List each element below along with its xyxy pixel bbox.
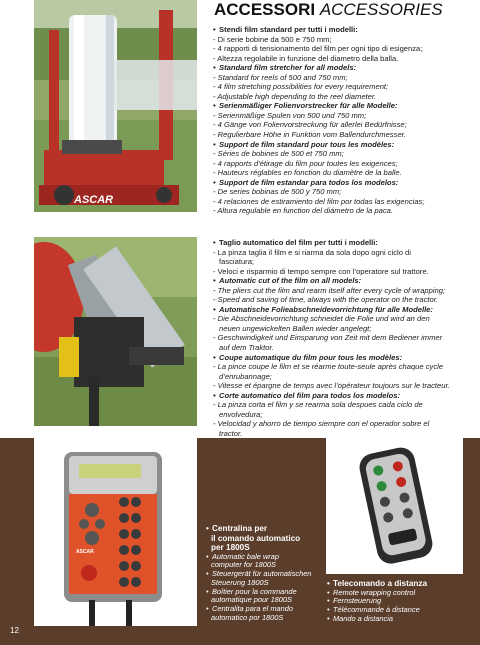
description-line-text: - Veloci e risparmio di tempo sempre con l’operatore sul trattore. (213, 266, 429, 276)
bullet-icon: • (327, 596, 330, 606)
description-line-text: Support de film standard pour tous les modèles: (219, 139, 395, 149)
bullet-icon: • (206, 586, 209, 596)
description-line (213, 295, 475, 305)
description-line-text: - Altura regulable en function del diámetro de la paca. (213, 206, 393, 216)
description-line (213, 362, 475, 372)
description-line-text: - Altezza regolabile in funzione del diametro della balla. (213, 53, 399, 63)
description-line-text: - Adjustable high depending to the reel diameter. (213, 91, 377, 101)
description-line-text: - 4 rapports d'étirage du film pour toutes les exigences; (213, 158, 398, 168)
title-bold: ACCESSORI (214, 0, 316, 19)
photo-remote-control (326, 438, 463, 574)
control-box-line-text: Steuergerät für automatischen (212, 569, 312, 579)
description-line (213, 257, 475, 267)
control-box-line-text: Boîtier pour la commande (212, 586, 297, 596)
description-line-text: - 4 relaciones de estiramiento del film por todas las exigencias; (213, 196, 425, 206)
control-box-line-text: automatique pour 1800S (211, 595, 292, 605)
description-line-text: - The pliers cut the film and rearm itself after every cycle of wrapping; (213, 285, 446, 295)
remote-line-text: Telecomando a distanza (333, 579, 428, 588)
bullet-icon: • (213, 390, 216, 400)
bullet-icon: • (213, 25, 216, 34)
description-line (213, 101, 475, 111)
description-line (213, 187, 475, 197)
description-line-text: - La pinza corta el film y se rearma sola despues cada ciclo de (213, 400, 423, 410)
description-line-text: Coupe automatique du film pour tous les modèles: (219, 352, 403, 362)
description-line (213, 372, 475, 382)
page-title (214, 0, 443, 19)
control-box-line (206, 614, 306, 623)
description-line-text: - Regulierbare Höhe in Funktion vom Ballendurchmesser. (213, 130, 407, 140)
bullet-icon: • (213, 101, 216, 111)
description-line (213, 120, 475, 130)
remote-line-text: Fernsteuerung (333, 596, 382, 606)
bullet-icon: • (206, 551, 209, 561)
description-line (213, 159, 475, 169)
bullet-icon: • (213, 276, 216, 286)
control-box-line-text: automatico por 1800S (211, 612, 284, 622)
bullet-icon: • (213, 352, 216, 362)
description-line-text: Support de film estandar para todos los modelos: (219, 177, 399, 187)
description-line-text: - 4 film stretching possibilities for every requirement; (213, 82, 389, 92)
description-line (213, 267, 475, 277)
description-line (213, 168, 475, 178)
description-line-text: envolvedura; (219, 409, 263, 419)
description-line-text: - Di serie bobine da 500 e 750 mm; (213, 34, 332, 44)
description-line-text: auf dem Traktor. (219, 343, 274, 353)
control-box-description (206, 524, 312, 622)
description-line-text: Serienmäßiger Folienvorstrecker für alle Modelle: (219, 101, 398, 111)
control-box-line-text: per 1800S (211, 543, 250, 553)
description-line (213, 324, 475, 334)
description-line (213, 333, 475, 343)
description-line (213, 238, 475, 248)
description-line (213, 130, 475, 140)
bullet-icon: • (327, 613, 330, 623)
ascar-logo-control: ASCAR (76, 549, 94, 555)
bullet-icon: • (206, 524, 209, 533)
automatic-cut-description (213, 238, 475, 438)
photo-automatic-cut (34, 237, 197, 426)
bullet-icon: • (206, 569, 209, 579)
bullet-icon: • (327, 579, 330, 588)
description-line-text: tractor. (219, 428, 243, 438)
description-line (213, 286, 475, 296)
description-line-text: - Hauteurs réglables en fonction du diamètre de la balle. (213, 168, 402, 178)
control-box-line-text: computer for 1800S (211, 560, 276, 570)
description-line-text: Taglio automatico del film per tutti i modelli: (219, 238, 378, 247)
description-line (213, 140, 475, 150)
description-line (213, 276, 475, 286)
description-line (213, 305, 475, 315)
description-line (213, 410, 475, 420)
description-line-text: - Séries de bobines de 500 et 750 mm; (213, 149, 344, 159)
control-box-line-text: Steuerung 1800S (211, 577, 269, 587)
bullet-icon: • (206, 604, 209, 613)
photo-film-stretcher (34, 0, 197, 212)
description-line (213, 206, 475, 216)
bullet-icon: • (213, 63, 216, 73)
description-line-text: - Vitesse et épargne de temps avec l’opérateur toujours sur le tracteur. (213, 381, 450, 391)
description-line-text: - Speed and saving of time, always with the operator on the tractor. (213, 295, 439, 305)
description-line (213, 63, 475, 73)
description-line (213, 353, 475, 363)
description-line-text: neuen ungewickelten Ballen wieder angelegt; (219, 323, 372, 333)
description-line (213, 197, 475, 207)
description-line-text: - 4 rapporti di tensionamento del film per ogni tipo di esigenza; (213, 44, 423, 54)
description-line (213, 343, 475, 353)
bullet-icon: • (327, 605, 330, 614)
film-stretcher-description (213, 25, 475, 216)
description-line (213, 178, 475, 188)
description-line (213, 314, 475, 324)
description-line-text: fasciatura; (219, 257, 255, 267)
description-line-text: Corte automatico del film para todos los modelos: (219, 390, 401, 400)
description-line (213, 111, 475, 121)
description-line-text: - Velocidad y ahorro de tiempo siempre con el operador sobre el (213, 419, 430, 429)
description-line (213, 44, 475, 54)
bullet-icon: • (213, 177, 216, 187)
description-line-text: Stendi film standard per tutti i modelli: (219, 25, 358, 34)
ascar-logo-photo1: ASCAR (74, 194, 114, 206)
description-line-text: Standard film stretcher for all models: (219, 63, 357, 73)
description-line (213, 35, 475, 45)
description-line (213, 82, 475, 92)
description-line-text: - De series bobinas de 500 y 750 mm; (213, 187, 342, 197)
description-line-text: - La pince coupe le film et se réarme toute-seule après chaque cycle (213, 362, 444, 372)
description-line (213, 73, 475, 83)
description-line (213, 381, 475, 391)
description-line-text: - Die Abschneidevorrichtung schneidet die Folie und wird an den (213, 314, 430, 324)
description-line-text: - La pinza taglia il film e si riarma da sola dopo ogni ciclo di (213, 247, 411, 257)
remote-line-text: Remote wrapping control (333, 587, 416, 597)
description-line (213, 25, 475, 35)
control-box-line (206, 524, 306, 534)
description-line-text: - 4 Gänge von Folienvorstreckung für allerlei Bedürfnisse; (213, 120, 407, 130)
bullet-icon: • (213, 238, 216, 247)
description-line-text: - Geschwindigkeit und Einsparung von Zeit mit dem Bediener immer (213, 333, 443, 343)
remote-line-text: Télécommande à distance (333, 605, 420, 614)
description-line (213, 54, 475, 64)
bullet-icon: • (327, 587, 330, 597)
description-line-text: - Standard for reels of 500 and 750 mm; (213, 72, 348, 82)
control-box-line-text: Automatic bale wrap (212, 551, 279, 561)
control-box-line-text: Centralita para el mando (212, 604, 293, 613)
remote-line (327, 615, 467, 624)
remote-control-description (327, 579, 467, 623)
description-line-text: - Serienmäßige Spulen von 500 und 750 mm; (213, 110, 367, 120)
page-number: 12 (10, 626, 19, 635)
remote-line-text: Mando a distancia (333, 613, 393, 623)
bullet-icon: • (213, 139, 216, 149)
description-line (213, 400, 475, 410)
title-italic: ACCESSORIES (319, 0, 443, 19)
control-box-line-text: Centralina per (212, 524, 268, 533)
description-line-text: d’enrubannage; (219, 371, 272, 381)
description-line (213, 149, 475, 159)
control-box-line (206, 534, 306, 544)
bullet-icon: • (213, 304, 216, 314)
description-line (213, 419, 475, 429)
control-box-line-text: il comando automatico (211, 533, 301, 543)
description-line (213, 391, 475, 401)
photo-control-box (34, 438, 197, 626)
description-line (213, 92, 475, 102)
description-line-text: Automatische Folieabschneidevorrichtung für alle Modelle: (219, 304, 433, 314)
description-line-text: Automatic cut of the film on all models: (219, 276, 362, 286)
description-line (213, 248, 475, 258)
